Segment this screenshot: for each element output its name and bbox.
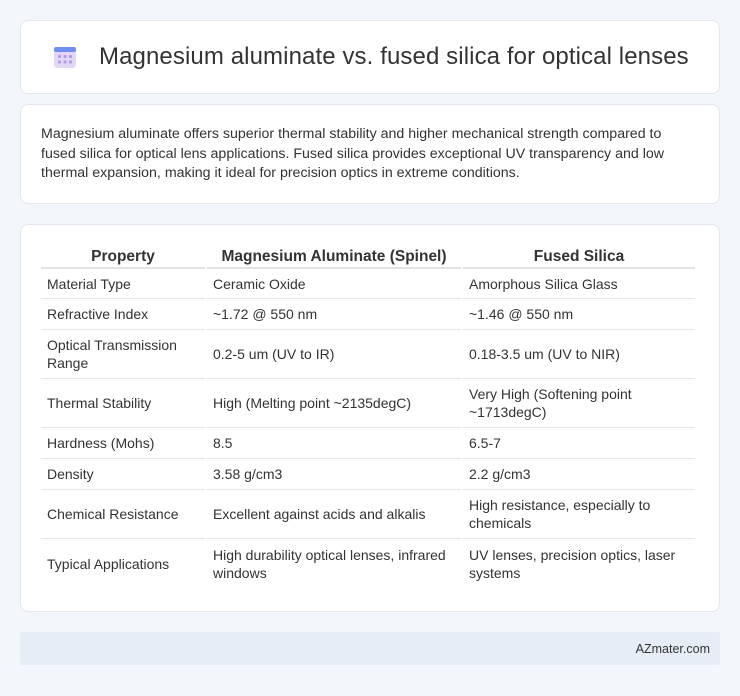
table-row: [41, 539, 695, 588]
magnesium-aluminate-cell: Ceramic Oxide: [207, 269, 461, 299]
footer: [20, 632, 720, 665]
magnesium-aluminate-cell: High (Melting point ~2135degC): [207, 379, 461, 428]
magnesium-aluminate-cell: 8.5: [207, 428, 461, 459]
column-header-property: Property: [41, 247, 205, 269]
column-header-fused-silica: Fused Silica: [463, 247, 695, 269]
fused-silica-cell: ~1.46 @ 550 nm: [463, 299, 695, 330]
summary-text: Magnesium aluminate offers superior thermal stability and higher mechanical strength compared to fused silica for optical lens applications. Fused silica provides exceptional UV transparency and low thermal expansion, making it ideal for precision optics in extreme conditions.: [41, 126, 664, 181]
page-title: Magnesium aluminate vs. fused silica for optical lenses: [99, 43, 689, 70]
table-row: [41, 379, 695, 428]
table-row: [41, 459, 695, 490]
title-card: [20, 20, 720, 94]
table-row: [41, 299, 695, 330]
property-cell: Optical Transmission Range: [41, 330, 205, 379]
property-cell: Chemical Resistance: [41, 490, 205, 539]
table-row: [41, 490, 695, 539]
table-row: [41, 428, 695, 459]
fused-silica-cell: UV lenses, precision optics, laser systems: [469, 546, 676, 581]
property-cell: Thermal Stability: [41, 379, 205, 428]
magnesium-aluminate-cell: 3.58 g/cm3: [207, 459, 461, 490]
table-header-row: [41, 247, 695, 269]
table-row: [41, 330, 695, 379]
property-cell: Hardness (Mohs): [41, 428, 205, 459]
fused-silica-cell: Very High (Softening point ~1713degC): [463, 379, 695, 428]
magnesium-aluminate-cell: 0.2-5 um (UV to IR): [207, 330, 461, 379]
summary-card: [20, 104, 720, 204]
property-cell: Typical Applications: [47, 555, 170, 572]
property-cell: Density: [41, 459, 205, 490]
column-header-magnesium-aluminate: Magnesium Aluminate (Spinel): [207, 247, 461, 269]
calendar-grid-icon: [53, 45, 77, 69]
property-cell: Refractive Index: [41, 299, 205, 330]
fused-silica-cell: 0.18-3.5 um (UV to NIR): [463, 330, 695, 379]
comparison-table: [39, 247, 697, 588]
comparison-table-card: [20, 224, 720, 612]
table-row: [41, 269, 695, 299]
footer-site-link[interactable]: AZmater.com: [635, 641, 710, 656]
magnesium-aluminate-cell: Excellent against acids and alkalis: [207, 490, 461, 539]
magnesium-aluminate-cell: High durability optical lenses, infrared windows: [213, 546, 446, 581]
property-cell: Material Type: [41, 269, 205, 299]
fused-silica-cell: High resistance, especially to chemicals: [463, 490, 695, 539]
fused-silica-cell: Amorphous Silica Glass: [463, 269, 695, 299]
fused-silica-cell: 2.2 g/cm3: [463, 459, 695, 490]
magnesium-aluminate-cell: ~1.72 @ 550 nm: [207, 299, 461, 330]
fused-silica-cell: 6.5-7: [463, 428, 695, 459]
